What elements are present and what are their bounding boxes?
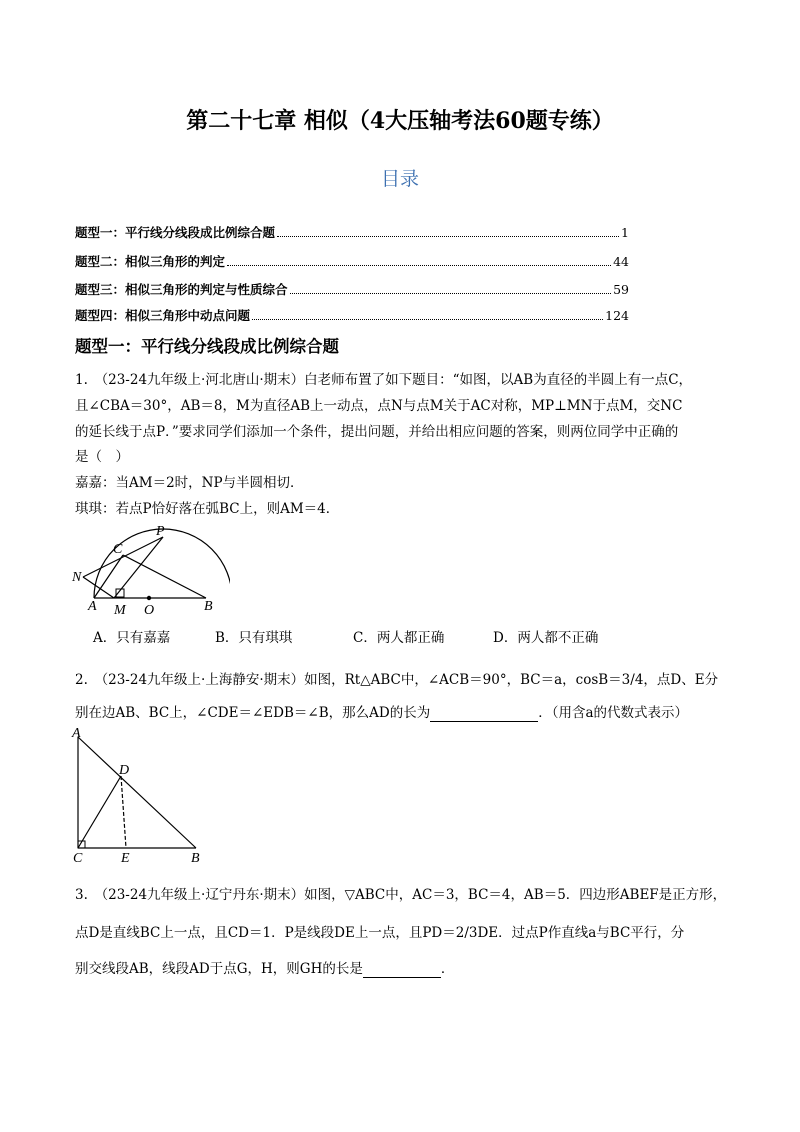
q1-text-line: 且∠CBA＝30°，AB＝8，M为直径AB上一动点，点N与点M关于AC对称，MP⊥MN于点M，交NC bbox=[75, 398, 683, 414]
toc-page-number: 1 bbox=[621, 225, 629, 240]
fig-label-P: P bbox=[156, 524, 165, 539]
q2-text: ．（用含a的代数式表示） bbox=[538, 705, 689, 721]
q3-text-line bbox=[75, 957, 454, 978]
q2-figure bbox=[65, 725, 215, 867]
fig-label-M: M bbox=[114, 603, 126, 618]
option-b[interactable]: B．只有琪琪 bbox=[215, 630, 293, 646]
toc-entry-3[interactable] bbox=[75, 280, 629, 298]
fig-label-A: A bbox=[88, 599, 97, 614]
q1-text-line: 琪琪：若点P恰好落在弧BC上，则AM＝4． bbox=[75, 501, 340, 517]
q2-text-line bbox=[75, 701, 688, 722]
q3-text: ． bbox=[440, 961, 455, 977]
q3-text-line: 3. （23-24九年级上·辽宁丹东·期末）如图，▽ABC中，AC＝3，BC＝4，AB＝5．四边形ABEF是正方形， bbox=[75, 887, 727, 903]
toc-entry-2[interactable] bbox=[75, 252, 629, 270]
option-c[interactable]: C．两人都正确 bbox=[353, 630, 445, 646]
option-a[interactable]: A．只有嘉嘉 bbox=[93, 630, 171, 646]
section-heading: 题型一：平行线分线段成比例综合题 bbox=[75, 337, 339, 356]
q1-text-line: 是（ ） bbox=[75, 449, 129, 465]
answer-blank[interactable] bbox=[430, 705, 538, 722]
q2-text: 别在边AB、BC上，∠CDE＝∠EDB＝∠B，那么AD的长为 bbox=[75, 705, 431, 721]
q1-figure bbox=[60, 515, 230, 620]
fig-label-E: E bbox=[121, 851, 130, 866]
toc-entry-4[interactable] bbox=[75, 306, 629, 324]
q1-text-line: 嘉嘉：当AM＝2时，NP与半圆相切． bbox=[75, 475, 304, 491]
fig-label-O: O bbox=[144, 603, 155, 618]
fig-label-C: C bbox=[73, 851, 83, 866]
toc-page-number: 59 bbox=[613, 282, 629, 297]
toc-entry-label: 题型四：相似三角形中动点问题 bbox=[75, 308, 251, 323]
q1-text-line: 的延长线于点P．”要求同学们添加一个条件，提出问题，并给出相应问题的答案，则两位同学中正确的 bbox=[75, 424, 679, 440]
q1-options bbox=[93, 626, 653, 646]
fig-label-A: A bbox=[72, 726, 81, 741]
fig-label-N: N bbox=[72, 570, 82, 585]
toc-entry-label: 题型二：相似三角形的判定 bbox=[75, 254, 226, 269]
q2-text-line: 2. （23-24九年级上·上海静安·期末）如图，Rt△ABC中，∠ACB＝90°，BC＝a，cosB＝3/4，点D、E分 bbox=[75, 672, 719, 688]
fig-label-B: B bbox=[204, 599, 213, 614]
toc-entry-1[interactable] bbox=[75, 223, 629, 241]
answer-blank[interactable] bbox=[363, 961, 441, 978]
q3-text: 别交线段AB，线段AD于点G，H，则GH的长是 bbox=[75, 961, 363, 977]
page-title: 第二十七章 相似（4大压轴考法60题专练） bbox=[186, 108, 614, 134]
toc-page-number: 44 bbox=[613, 254, 629, 269]
q1-text-line: 1. （23-24九年级上·河北唐山·期末）白老师布置了如下题目：“如图，以AB为直径的半圆上有一点C， bbox=[75, 372, 693, 388]
fig-label-D: D bbox=[119, 763, 130, 778]
toc-page-number: 124 bbox=[605, 308, 629, 323]
fig-label-B: B bbox=[191, 851, 200, 866]
toc-entry-label: 题型三：相似三角形的判定与性质综合 bbox=[75, 282, 288, 297]
toc-leader bbox=[227, 256, 611, 266]
toc-leader bbox=[277, 227, 619, 237]
q3-text-line: 点D是直线BC上一点，且CD＝1．P是线段DE上一点，且PD＝2/3DE．过点P作直线a与BC平行，分 bbox=[75, 925, 685, 941]
toc-heading: 目录 bbox=[380, 168, 419, 190]
toc-leader bbox=[290, 284, 612, 294]
fig-label-C: C bbox=[113, 542, 123, 557]
option-d[interactable]: D．两人都不正确 bbox=[493, 630, 599, 646]
toc-leader bbox=[252, 310, 603, 320]
toc-entry-label: 题型一：平行线分线段成比例综合题 bbox=[75, 225, 276, 240]
